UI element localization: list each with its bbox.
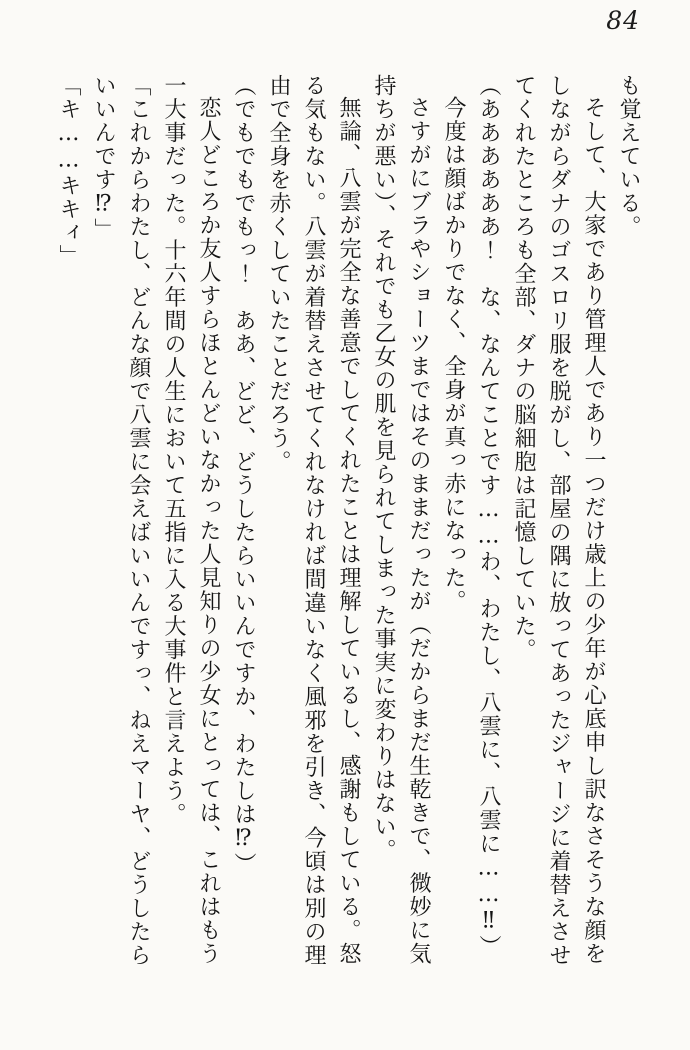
paragraph: も覚えている。 [616, 74, 641, 239]
page-number: 84 [606, 6, 640, 35]
paragraph: さすがにブラやショーツまではそのままだったが（だからまだ生乾きで、微妙に気持ちが悪い）、それでも乙女の肌を見られてしまった事実に変わりはない。 [371, 74, 431, 966]
text-body [51, 74, 646, 974]
paragraph: 恋人どころか友人すらほとんどいなかった人見知りの少女にとっては、これはもう一大事だった。十六年間の人生において五指に入る大事件と言えよう。 [161, 74, 221, 966]
paragraph: 「キ……キキィ」 [56, 74, 81, 268]
paragraph: 「これからわたし、どんな顔で八雲に会えばいいんですっ、ねえマーヤ、どうしたらいいんです⁉」 [91, 74, 151, 967]
paragraph: そして、大家であり管理人であり一つだけ歳上の少年が心底申し訳なさそうな顔をしながらダナのゴスロリ服を脱がし、部屋の隅に放ってあったジャージに着替えさせてくれたところも全部、ダナの脳細胞は記憶していた。 [511, 74, 606, 967]
paragraph: 今度は顔ばかりでなく、全身が真っ赤になった。 [441, 96, 466, 613]
paragraph: （でもでもでもっ！ ああ、どど、どうしたらいいんですか、わたしは⁉） [231, 74, 256, 876]
paragraph: 無論、八雲が完全な善意でしてくれたことは理解しているし、感謝もしている。怒る気もない。八雲が着替えさせてくれなければ間違いなく風邪を引き、今頃は別の理由で全身を赤くしていたことだろう。 [266, 74, 361, 967]
paragraph: （ああああああ！ な、なんてことです……わ、わたし、八雲に、八雲に……‼） [476, 74, 501, 959]
